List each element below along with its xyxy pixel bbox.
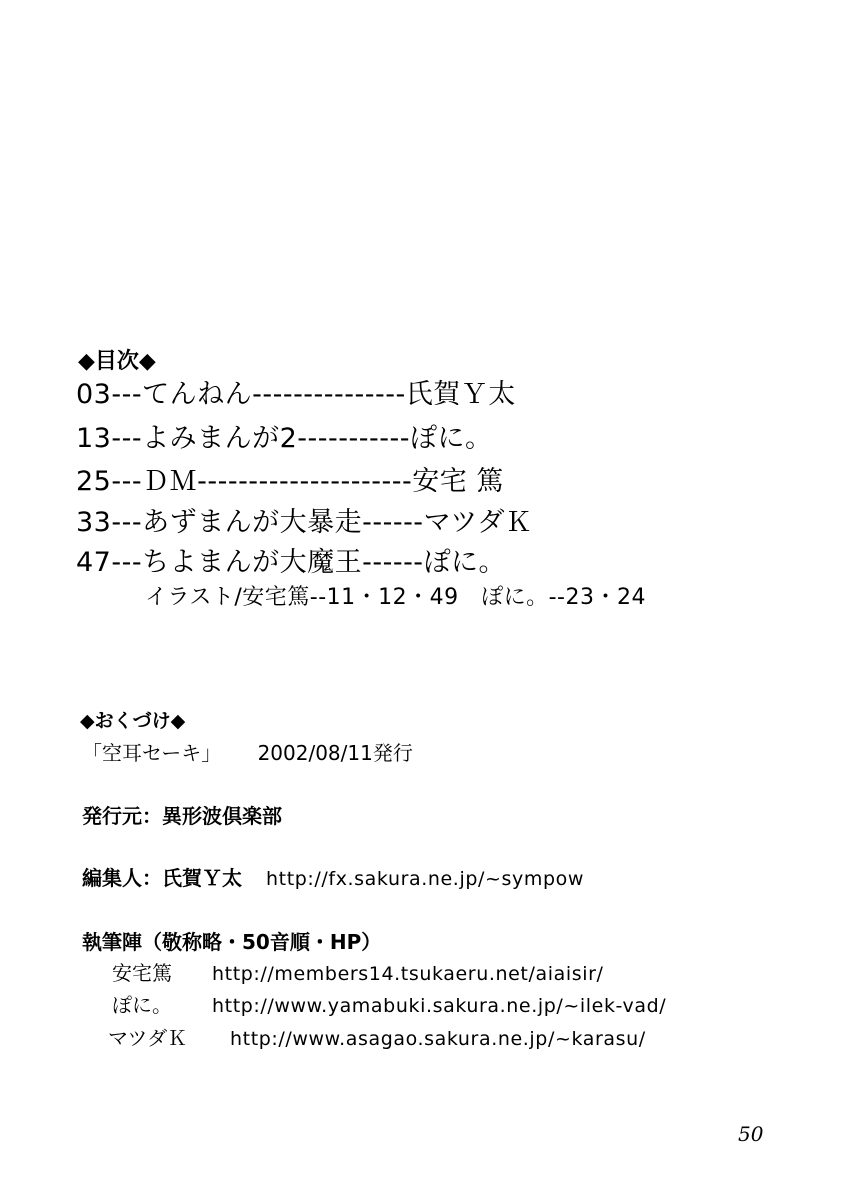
toc-heading: ◆目次◆: [78, 349, 156, 374]
toc-entry: [76, 500, 532, 539]
publisher-name: 異形波倶楽部: [162, 804, 282, 828]
editor-name: 氏賀Ｙ太: [162, 866, 242, 890]
colophon-heading: ◆おくづけ◆: [80, 710, 186, 732]
toc-entry-author: 安宅 篤: [412, 466, 504, 497]
toc-entry-dash: ---: [111, 466, 143, 497]
toc-entry-dash: ---: [111, 547, 143, 578]
toc-entry-author: マツダＫ: [423, 507, 533, 538]
toc-entry: [76, 416, 492, 455]
contributor-row: [112, 989, 666, 1018]
toc-entry: [76, 540, 506, 579]
toc-entry-page: 03: [76, 379, 112, 410]
toc-entry-author: 氏賀Ｙ太: [405, 379, 516, 410]
contributor-url: http://members14.tsukaeru.net/aiaisir/: [212, 963, 604, 985]
illustration-credits: イラスト/安宅篤--11・12・49 ぽに。--23・24: [145, 585, 646, 610]
toc-entry-title: ちよまんが大魔王: [142, 547, 363, 578]
colophon-title-line: [82, 737, 413, 766]
toc-entry-title: てんねん: [142, 379, 253, 410]
toc-entry-dash: ---: [111, 379, 143, 410]
toc-entry-leader: ---------------------: [197, 466, 413, 497]
toc-entry-leader: ------: [362, 507, 424, 538]
toc-entry-page: 25: [76, 466, 112, 497]
page-number: 50: [738, 1122, 764, 1146]
publish-date: 2002/08/11発行: [257, 741, 413, 765]
toc-entry: [76, 372, 516, 411]
toc-entry-page: 33: [76, 507, 112, 538]
contributor-name: ぽに。: [112, 993, 172, 1017]
toc-entry-leader: ------: [362, 547, 424, 578]
toc-entry-author: ぽに。: [409, 423, 493, 454]
editor-url: http://fx.sakura.ne.jp/~sympow: [266, 868, 584, 890]
toc-entry-author: ぽに。: [423, 547, 507, 578]
contributor-url: http://www.yamabuki.sakura.ne.jp/~ilek-vad/: [212, 995, 667, 1017]
contributor-row: [108, 1022, 646, 1051]
contributor-name: マツダＫ: [108, 1026, 188, 1050]
contributor-row: [112, 957, 604, 986]
contributor-url: http://www.asagao.sakura.ne.jp/~karasu/: [230, 1028, 646, 1050]
toc-entry-leader: ---------------: [252, 379, 406, 410]
editor-line: [82, 862, 584, 891]
toc-entry-page: 13: [76, 423, 112, 454]
toc-entry-title: あずまんが大暴走: [142, 507, 363, 538]
toc-entry-leader: -----------: [297, 423, 410, 454]
contributor-name: 安宅篤: [112, 961, 172, 985]
toc-entry-title: よみまんが2: [142, 423, 298, 454]
toc-entry-dash: ---: [111, 507, 143, 538]
toc-entry-title: ＤＭ: [142, 466, 198, 497]
toc-entry-page: 47: [76, 547, 112, 578]
toc-entry-dash: ---: [111, 423, 143, 454]
publisher-label: 発行元：: [82, 804, 162, 828]
publisher-line: [82, 800, 282, 829]
toc-entry: [76, 459, 504, 498]
book-title: 「空耳セーキ」: [82, 741, 222, 765]
editor-label: 編集人：: [82, 866, 162, 890]
contributors-heading: 執筆陣（敬称略・50音順・HP）: [82, 930, 382, 954]
